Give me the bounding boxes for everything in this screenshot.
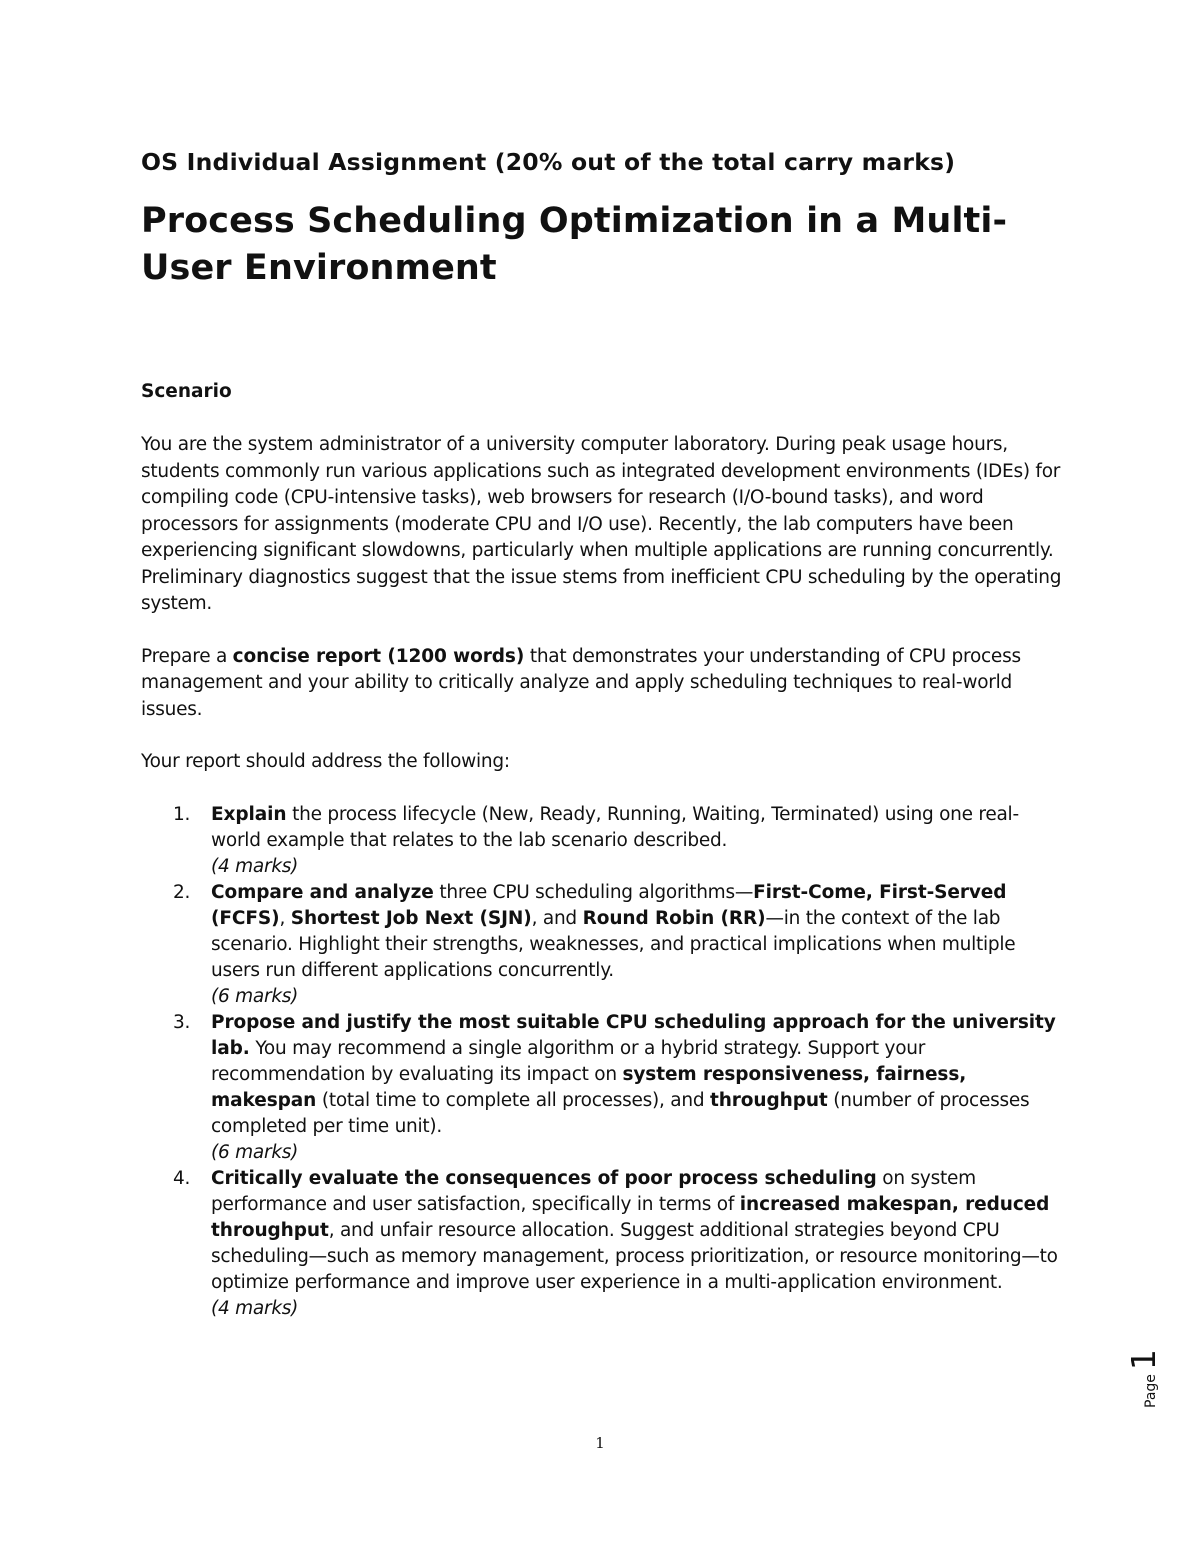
item-number: 4.: [173, 1167, 191, 1189]
item-marks: (6 marks): [211, 1141, 299, 1163]
item-text: You may recommend a single algorithm or a hybrid strategy. Support your recommendation by evaluating its impact on: [211, 1037, 926, 1085]
scenario-paragraph: You are the system administrator of a university computer laboratory. During peak usage hours, students commonly run various applications such as integrated development environments (IDEs) for compiling code (CPU-intensive tasks), web browsers for research (I/O-bound tasks), and word processors for assignments (moderate CPU and I/O use). Recently, the lab computers have been experiencing significant slowdowns, particularly when multiple applications are running concurrently. Preliminary diagnostics suggest that the issue stems from inefficient CPU scheduling by the operating system.: [141, 434, 1062, 614]
item-text: (number of processes completed per time unit).: [211, 1089, 1030, 1137]
item-bold: First-Come, First-Served (FCFS): [211, 881, 1007, 929]
item-number: 2.: [173, 881, 191, 903]
title-line-2: User Environment: [141, 248, 497, 288]
item-number: 1.: [173, 803, 191, 825]
page-label-word: Page: [1143, 1374, 1159, 1408]
assignment-subtitle: OS Individual Assignment (20% out of the total carry marks): [141, 148, 956, 176]
prepare-text-2: that demonstrates your understanding of CPU process management and your ability to critically analyze and apply scheduling techniques to real-world issues.: [141, 645, 1021, 720]
item-bold: Explain: [211, 803, 287, 825]
item-bold: Propose and justify the most suitable CPU scheduling approach for the university lab.: [211, 1011, 1056, 1059]
item-marks: (6 marks): [211, 985, 299, 1007]
item-text: (total time to complete all processes), and: [316, 1089, 710, 1111]
scenario-heading: Scenario: [141, 381, 232, 402]
prepare-text-1: Prepare a: [141, 645, 233, 667]
item-text: , and: [531, 907, 583, 929]
page-margin-label: [1124, 1349, 1163, 1408]
item-bold: Round Robin (RR): [582, 907, 766, 929]
requirements-list: [141, 802, 1066, 1322]
item-bold: Shortest Job Next (SJN): [290, 907, 532, 929]
item-bold: increased makespan, reduced throughput: [211, 1193, 1050, 1241]
list-item: [141, 1010, 1066, 1166]
item-bold: system responsiveness, fairness, makespan: [211, 1063, 967, 1111]
document-title: [141, 198, 1066, 292]
title-line-1: Process Scheduling Optimization in a Multi-: [141, 201, 1008, 241]
prepare-bold: concise report (1200 words): [232, 645, 525, 667]
page-label-number: 1: [1124, 1349, 1163, 1371]
page-content: [141, 146, 1066, 1322]
item-bold: Critically evaluate the consequences of poor process scheduling: [211, 1167, 877, 1189]
intro-paragraph: Your report should address the following:: [141, 751, 510, 772]
list-item: [141, 880, 1066, 1010]
footer-page-number: 1: [595, 1434, 605, 1452]
item-marks: (4 marks): [211, 1297, 299, 1319]
item-bold: Compare and analyze: [211, 881, 434, 903]
item-text: ,: [279, 907, 291, 929]
item-text: the process lifecycle (New, Ready, Running, Waiting, Terminated) using one real-world example that relates to the lab scenario described.: [211, 803, 1019, 851]
item-text: —in the context of the lab scenario. Highlight their strengths, weaknesses, and practical implications when multiple users run different applications concurrently.: [211, 907, 1016, 981]
item-number: 3.: [173, 1011, 191, 1033]
prepare-paragraph: [141, 644, 1066, 724]
list-item: [141, 802, 1066, 880]
item-text: three CPU scheduling algorithms—: [433, 881, 754, 903]
item-text: on system performance and user satisfaction, specifically in terms of: [211, 1167, 976, 1215]
item-bold: throughput: [709, 1089, 828, 1111]
item-marks: (4 marks): [211, 855, 299, 877]
item-text: , and unfair resource allocation. Suggest additional strategies beyond CPU scheduling—such as memory management, process prioritization, or resource monitoring—to optimize performance and improve user experience in a multi-application environment.: [211, 1219, 1058, 1293]
list-item: [141, 1166, 1066, 1322]
